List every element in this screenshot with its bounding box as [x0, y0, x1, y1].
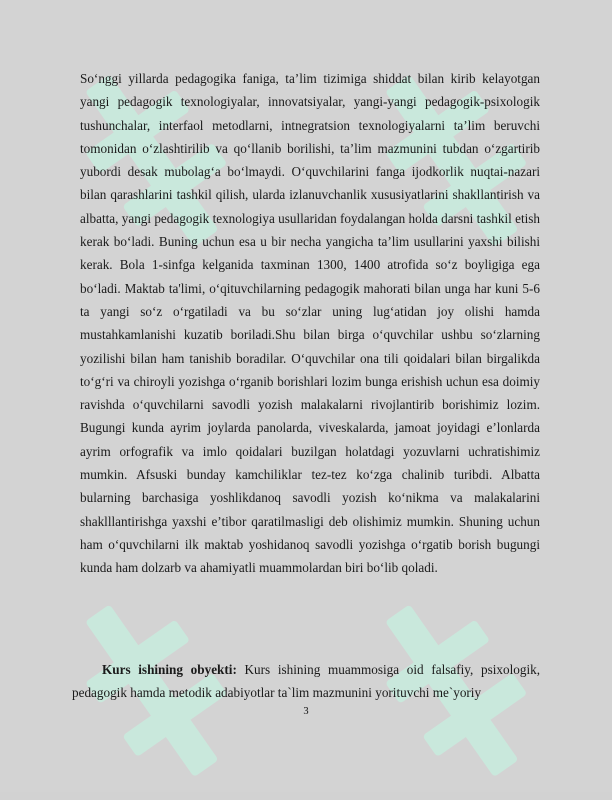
page-number: 3: [303, 706, 309, 717]
paragraph-heading: Kurs ishining obyekti:: [102, 662, 237, 677]
body-paragraph-2: [72, 658, 540, 705]
paragraph-2-text: Kurs ishining muammosiga oid falsafiy, psixologik, pedagogik hamda metodik adabiyotlar ta`lim mazmunini yorituvchi me`yoriy: [72, 662, 540, 701]
body-paragraph-1: So‘nggi yillarda pedagogika faniga, ta’lim tizimiga shiddat bilan kirib kelayotgan yangi pedagogik texnologiyalar, innovatsiyalar, yangi-yangi pedagogik-psixologik tushunchalar, interfaol metodlarni, intnegratsion texnologiyalarni ta’lim beruvchi tomonidan o‘zlashtirilib va qo‘llanib borilishi, ta’lim mazmunini tubdan o‘zgartirib yubordi desak mubolag‘a bo‘lmaydi. O‘quvchilarini fanga ijodkorlik nuqtai-nazari bilan qarashlarini tashkil qilish, ularda izlanuvchanlik xususiyatlarini shakllantirish va albatta, yangi pedagogik texnologiya usullaridan foydalangan holda darsni tashkil etish kerak bo‘ladi. Buning uchun esa u bir necha yangicha ta’lim usullarini yaxshi bilishi kerak. Bola 1-sinfga kelganida taxminan 1300, 1400 atrofida so‘z boyligiga ega bo‘ladi. Maktab ta'limi, o‘qituvchilarning pedagogik mahorati bilan unga har kuni 5-6 ta yangi so‘z o‘rgatiladi va bu so‘zlar uning lug‘atidan joy olishi hamda mustahkamlanishi kuzatib boriladi.Shu bilan birga o‘quvchilar ushbu so‘zlarning yozilishi bilan ham tanishib boradilar. O‘quvchilar ona tili qoidalari bilan birgalikda to‘g‘ri va chiroyli yozishga o‘rganib borishlari lozim bunga erishish uchun esa doimiy ravishda o‘quvchilarni savodli yozish malakalarni rivojlantirib borishimiz lozim. Bugungi kunda ayrim joylarda panolarda, viveskalarda, jamoat joyidagi e’lonlarda ayrim orfografik va imlo qoidalari buzilgan holatdagi yozuvlarni uchratishimiz mumkin. Afsuski bunday kamchiliklar tez-tez ko‘zga chalinib turibdi. Albatta bularning barchasiga yoshlikdanoq savodli yozish ko‘nikma va malakalarini shaklllantirishga yaxshi e’tibor qaratilmasligi deb olishimiz mumkin. Shuning uchun ham o‘quvchilarni ilk maktab yoshidanoq savodli yozishga o‘rgatib borish bugungi kunda ham dolzarb va ahamiyatli muammolardan biri bo‘lib qoladi.: [80, 71, 540, 576]
